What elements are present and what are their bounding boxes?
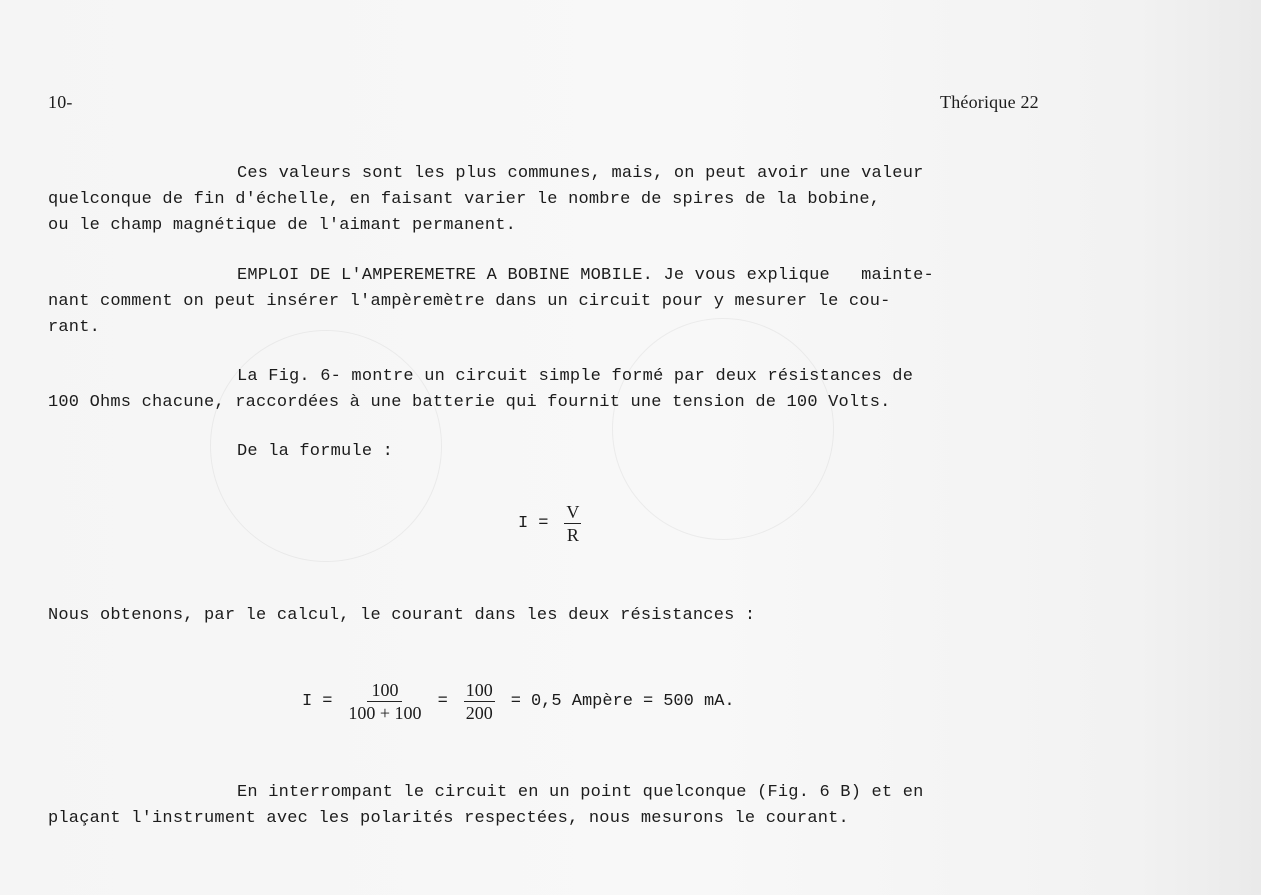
formula-result: 500 mA. bbox=[663, 692, 735, 711]
paragraph-line: Ces valeurs sont les plus communes, mais, on peut avoir une valeur bbox=[237, 164, 924, 183]
formula-value: 0,5 Ampère bbox=[530, 692, 633, 711]
formula-lhs: I bbox=[302, 692, 313, 711]
paragraph-line: Nous obtenons, par le calcul, le courant dans les deux résistances : bbox=[48, 606, 756, 625]
formula-lhs: I bbox=[518, 514, 529, 533]
formula-fraction bbox=[564, 503, 581, 544]
fraction-numerator: 100 bbox=[367, 681, 402, 702]
formula-current-calculation bbox=[302, 681, 735, 722]
fraction-numerator: V bbox=[566, 502, 580, 522]
fraction-numerator: 100 bbox=[465, 680, 493, 700]
formula-equals: = bbox=[510, 692, 521, 711]
paragraph-line: quelconque de fin d'échelle, en faisant varier le nombre de spires de la bobine, bbox=[48, 190, 881, 209]
formula-equals: = bbox=[322, 692, 333, 711]
fraction-denominator: R bbox=[566, 525, 579, 545]
paragraph-line: En interrompant le circuit en un point quelconque (Fig. 6 B) et en bbox=[237, 783, 924, 802]
paragraph-line: EMPLOI DE L'AMPEREMETRE A BOBINE MOBILE. Je vous explique mainte- bbox=[237, 266, 934, 285]
formula-fraction bbox=[348, 681, 421, 722]
paragraph-line: plaçant l'instrument avec les polarités respectées, nous mesurons le courant. bbox=[48, 809, 849, 828]
show-through-circle bbox=[612, 318, 834, 540]
paragraph-line: rant. bbox=[48, 318, 101, 337]
paragraph-line: ou le champ magnétique de l'aimant permanent. bbox=[48, 216, 517, 235]
formula-equals: = bbox=[643, 692, 654, 711]
running-title: Théorique 22 bbox=[940, 92, 1039, 112]
page-number: 10- bbox=[48, 92, 73, 112]
formula-ohms-law bbox=[518, 503, 587, 544]
paragraph-line: De la formule : bbox=[237, 442, 394, 461]
fraction-denominator: 100 + 100 bbox=[348, 703, 422, 723]
fraction-denominator: 200 bbox=[465, 703, 493, 723]
formula-fraction bbox=[464, 681, 495, 722]
paragraph-line: 100 Ohms chacune, raccordées à une batterie qui fournit une tension de 100 Volts. bbox=[48, 393, 891, 412]
formula-equals: = bbox=[538, 514, 549, 533]
paragraph-line: nant comment on peut insérer l'ampèremètre dans un circuit pour y mesurer le cou- bbox=[48, 292, 891, 311]
paragraph-line: La Fig. 6- montre un circuit simple formé par deux résistances de bbox=[237, 367, 914, 386]
formula-equals: = bbox=[437, 692, 448, 711]
